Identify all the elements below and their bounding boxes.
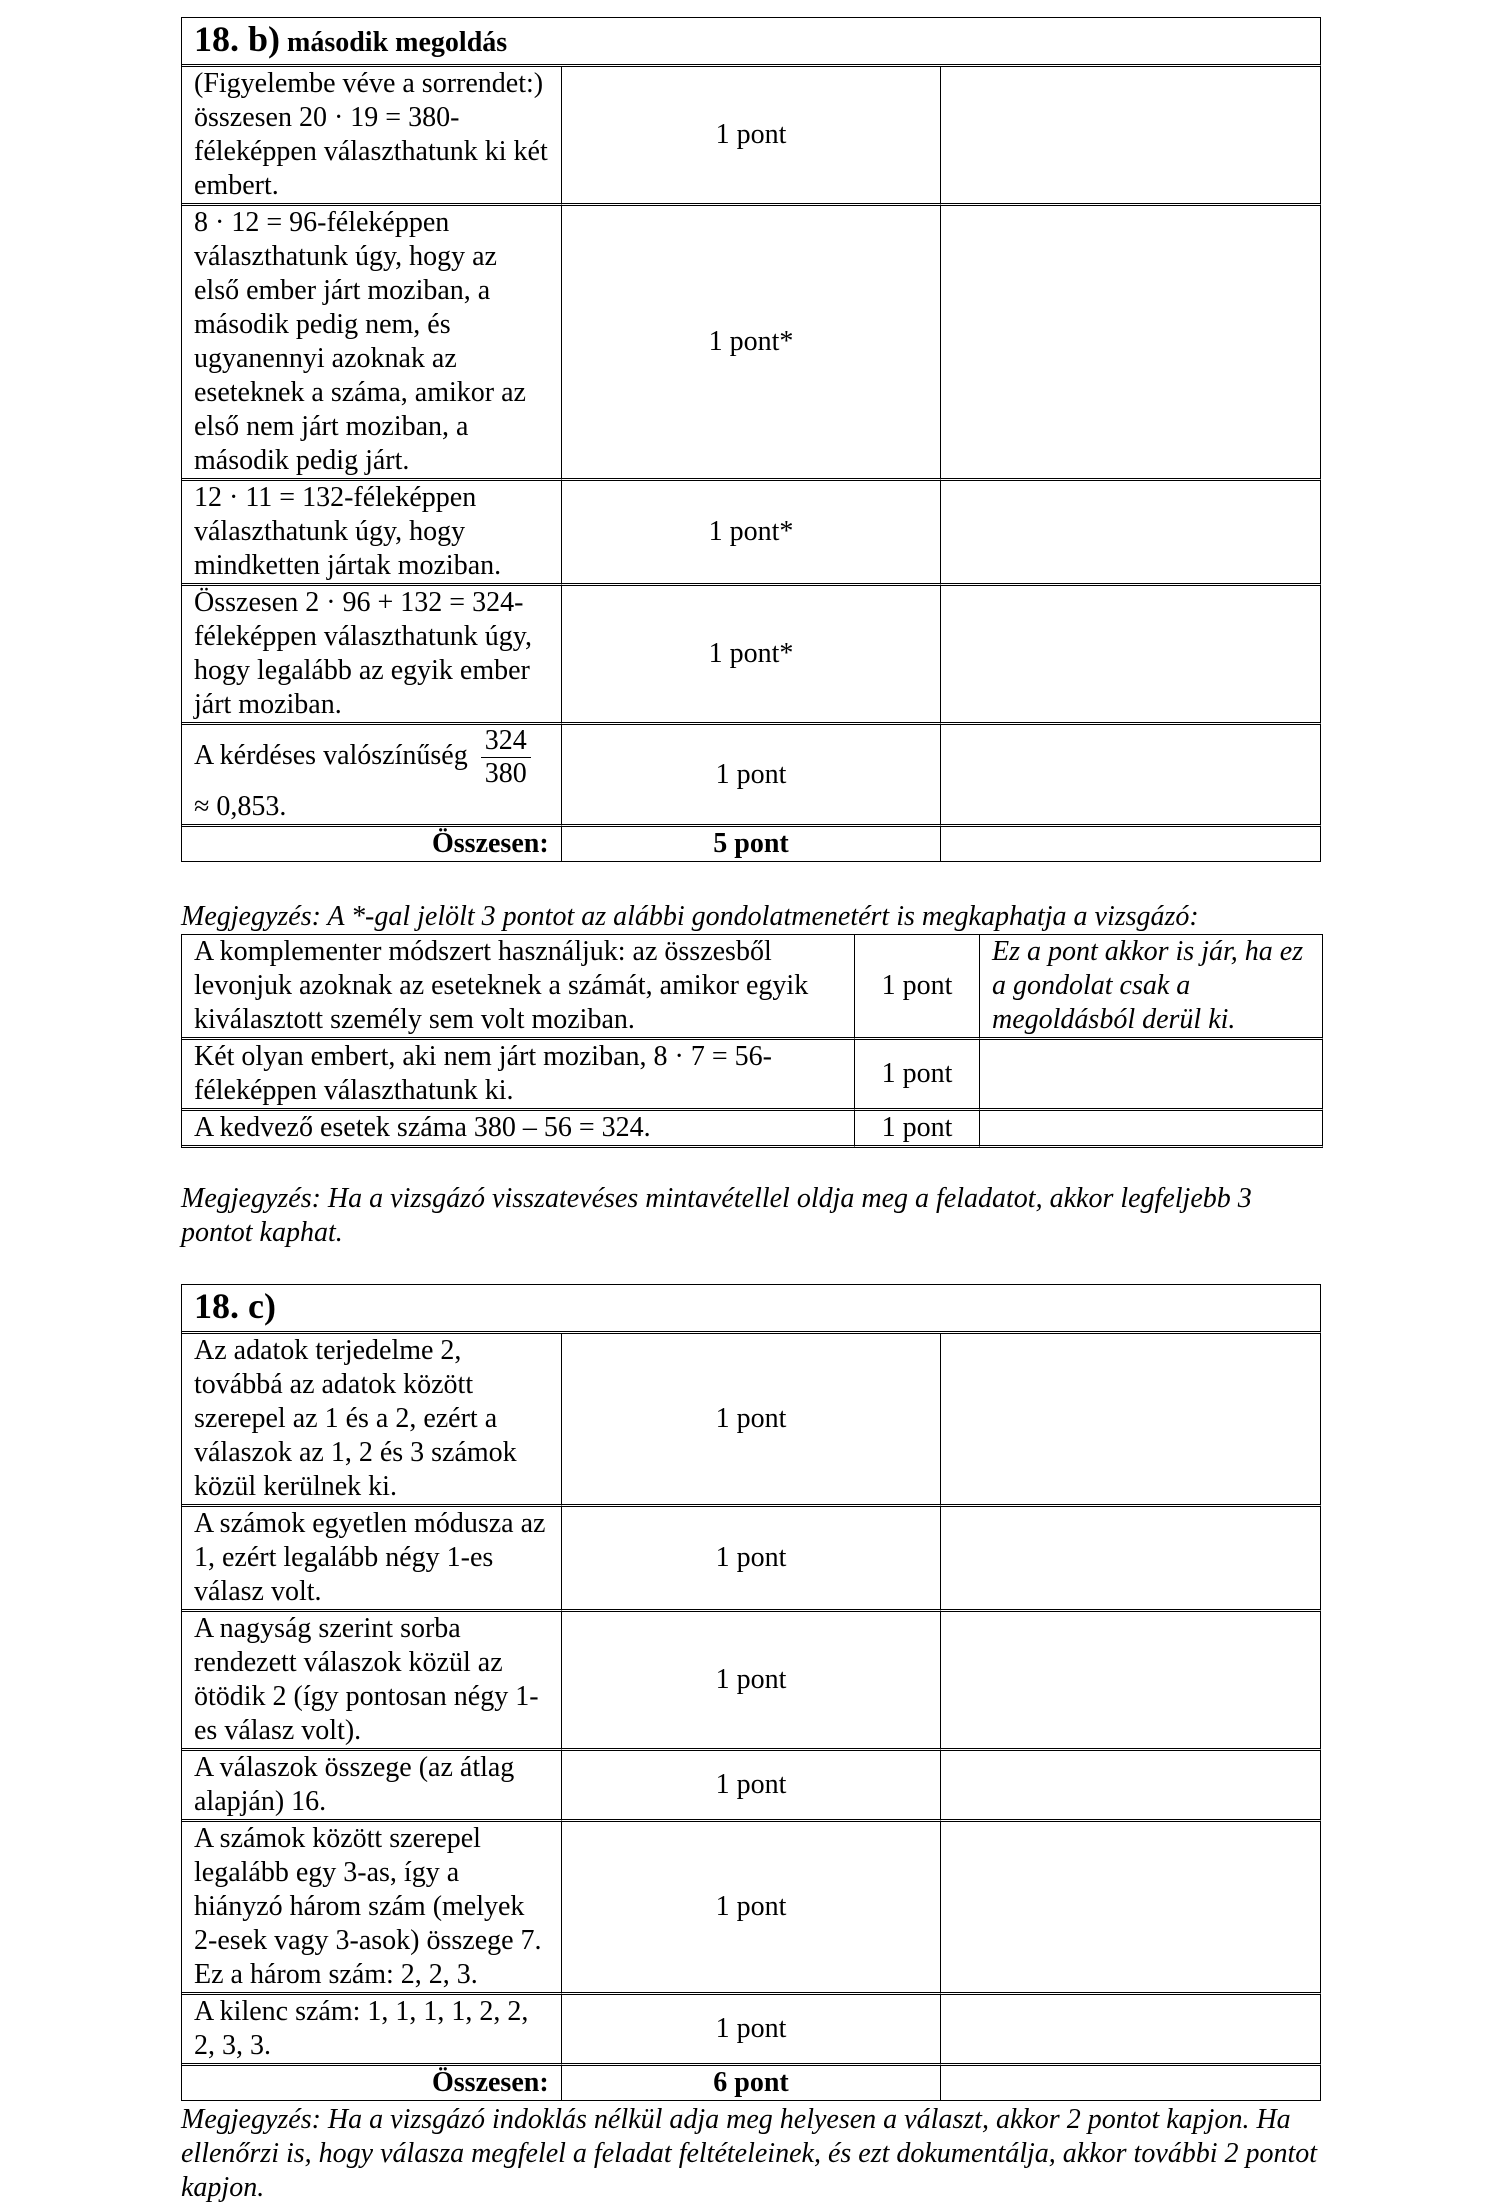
points-cell: 1 pont (562, 1334, 942, 1507)
solution-step: 8 · 12 = 96-féleképpen választhatunk úgy, hogy az első ember járt moziban, a második pedig nem, és ugyanennyi azoknak az eseteknek a száma, amikor az első nem járt moziban, a második pedig járt. (182, 206, 562, 481)
remark-cell (941, 2066, 1321, 2101)
note-asterisk: Megjegyzés: A *-gal jelölt 3 pontot az alábbi gondolatmenetért is megkaphatja a vizsgázó: (181, 901, 1199, 932)
document (181, 17, 1321, 2205)
remark-cell (941, 1822, 1321, 1995)
points-cell: 1 pont (562, 1995, 942, 2066)
remark-cell (941, 1507, 1321, 1612)
remark-cell (941, 1751, 1321, 1822)
remark-cell (941, 1995, 1321, 2066)
points-cell: 1 pont (562, 1612, 942, 1751)
remark-cell (980, 1111, 1323, 1148)
points-cell: 1 pont (562, 725, 942, 827)
section-subtitle: második megoldás (287, 27, 508, 58)
points-cell: 1 pont (855, 935, 980, 1040)
solution-step: Az adatok terjedelme 2, továbbá az adatok között szerepel az 1 és a 2, ezért a válaszok az 1, 2 és 3 számok közül kerülnek ki. (182, 1334, 562, 1507)
total-label: Összesen: (182, 2066, 562, 2101)
probability-fraction (481, 725, 531, 790)
points-cell: 1 pont* (562, 586, 942, 725)
table-18c (181, 1284, 1321, 2101)
points-cell: 1 pont* (562, 481, 942, 586)
table-alternative-reasoning (181, 934, 1323, 1148)
remark-cell (941, 586, 1321, 725)
solution-step: Két olyan embert, aki nem járt moziban, 8 · 7 = 56-féleképpen választhatunk ki. (182, 1040, 855, 1111)
table-18b-second-solution (181, 17, 1321, 862)
probability-result: ≈ 0,853. (194, 791, 287, 822)
total-label: Összesen: (182, 827, 562, 862)
solution-step: A kedvező esetek száma 380 – 56 = 324. (182, 1111, 855, 1148)
solution-step: A komplementer módszert használjuk: az összesből levonjuk azoknak az eseteknek a számát, amikor egyik kiválasztott személy sem volt moziban. (182, 935, 855, 1040)
note-sampling: Megjegyzés: Ha a vizsgázó visszatevéses mintavétellel oldja meg a feladatot, akkor legfeljebb 3 pontot kaphat. (181, 1183, 1252, 1248)
probability-lead: A kérdéses valószínűség (194, 739, 468, 771)
total-points: 6 pont (562, 2066, 942, 2101)
remark-cell (941, 827, 1321, 862)
solution-step: A számok között szerepel legalább egy 3-as, így a hiányzó három szám (melyek 2-esek vagy 3-asok) összege 7. Ez a három szám: 2, 2, 3. (182, 1822, 562, 1995)
note-justification: Megjegyzés: Ha a vizsgázó indoklás nélkül adja meg helyesen a választ, akkor 2 pontot kapjon. Ha ellenőrzi is, hogy válasza megfelel a feladat feltételeinek, és ezt dokumentálja, akkor további 2 pontot kapjon. (181, 2104, 1318, 2203)
section-number: 18. b) (194, 19, 281, 59)
points-cell: 1 pont* (562, 206, 942, 481)
section-heading (182, 18, 1321, 67)
points-cell: 1 pont (855, 1040, 980, 1111)
solution-step: 12 · 11 = 132-féleképpen választhatunk úgy, hogy mindketten jártak moziban. (182, 481, 562, 586)
section-heading (182, 1285, 1321, 1334)
solution-step: Összesen 2 · 96 + 132 = 324-féleképpen választhatunk úgy, hogy legalább az egyik ember járt moziban. (182, 586, 562, 725)
fraction-denominator: 380 (484, 758, 527, 789)
section-number: 18. c) (194, 1286, 276, 1326)
solution-step: A kilenc szám: 1, 1, 1, 1, 2, 2, 2, 3, 3. (182, 1995, 562, 2066)
points-cell: 1 pont (855, 1111, 980, 1148)
solution-step: (Figyelembe véve a sorrendet:) összesen 20 · 19 = 380-féleképpen választhatunk ki két embert. (182, 67, 562, 206)
total-points: 5 pont (562, 827, 942, 862)
remark-cell (941, 206, 1321, 481)
remark-cell (941, 725, 1321, 827)
remark-cell (941, 67, 1321, 206)
remark-cell (941, 481, 1321, 586)
remark-cell (941, 1334, 1321, 1507)
probability-step (182, 725, 562, 827)
solution-step: A válaszok összege (az átlag alapján) 16. (182, 1751, 562, 1822)
solution-step: A számok egyetlen módusza az 1, ezért legalább négy 1-es válasz volt. (182, 1507, 562, 1612)
remark-cell: Ez a pont akkor is jár, ha ez a gondolat csak a megoldásból derül ki. (980, 935, 1323, 1040)
points-cell: 1 pont (562, 67, 942, 206)
solution-step: A nagyság szerint sorba rendezett válaszok közül az ötödik 2 (így pontosan négy 1-es válasz volt). (182, 1612, 562, 1751)
points-cell: 1 pont (562, 1822, 942, 1995)
points-cell: 1 pont (562, 1751, 942, 1822)
remark-cell (980, 1040, 1323, 1111)
points-cell: 1 pont (562, 1507, 942, 1612)
fraction-numerator: 324 (481, 725, 531, 758)
remark-cell (941, 1612, 1321, 1751)
